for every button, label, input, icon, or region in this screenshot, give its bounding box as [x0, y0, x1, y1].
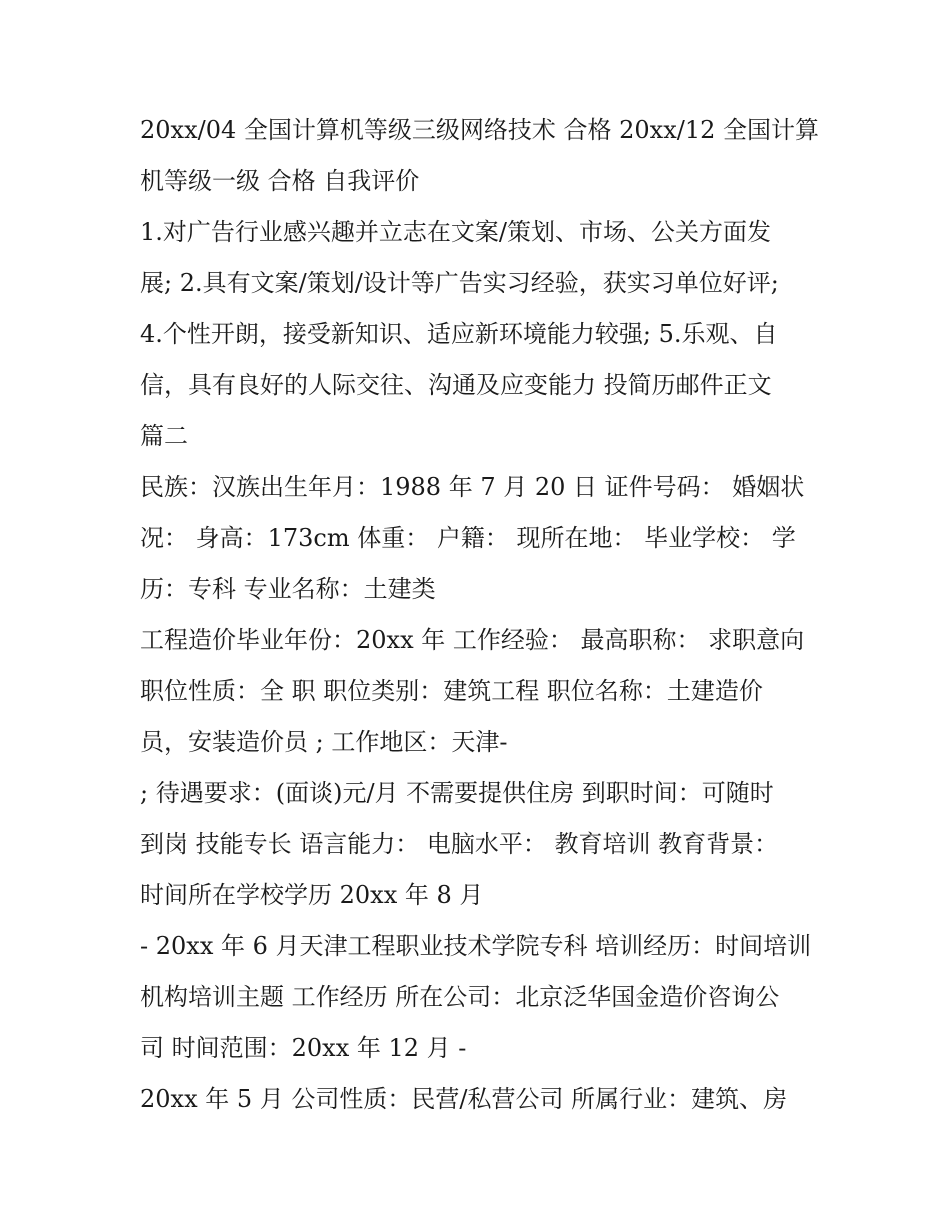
text-line: 20xx 年 5 月 公司性质：民营/私营公司 所属行业：建筑、房: [140, 1085, 788, 1113]
text-line: 司 时间范围：20xx 年 12 月 -: [140, 1034, 467, 1062]
text-line: ; 待遇要求：(面谈)元/月 不需要提供住房 到职时间：可随时: [140, 779, 774, 807]
document-body: [140, 105, 820, 1125]
text-line: 1.对广告行业感兴趣并立志在文案/策划、市场、公关方面发: [140, 218, 771, 246]
text-line: 机构培训主题 工作经历 所在公司：北京泛华国金造价咨询公: [140, 983, 780, 1011]
text-line: 信，具有良好的人际交往、沟通及应变能力 投简历邮件正文: [140, 371, 772, 399]
text-line: 工程造价毕业年份：20xx 年 工作经验： 最高职称： 求职意向: [140, 626, 805, 654]
text-line: 历：专科 专业名称：土建类: [140, 575, 436, 603]
text-line: 机等级一级 合格 自我评价: [140, 167, 420, 195]
text-line: 职位性质：全 职 职位类别：建筑工程 职位名称：土建造价: [140, 677, 763, 705]
text-line: 4.个性开朗，接受新知识、适应新环境能力较强; 5.乐观、自: [140, 320, 778, 348]
section-heading: 篇二: [140, 422, 188, 450]
text-line: 员，安装造价员 ; 工作地区：天津-: [140, 728, 508, 756]
text-line: 展; 2.具有文案/策划/设计等广告实习经验，获实习单位好评;: [140, 269, 779, 297]
text-line: 到岗 技能专长 语言能力： 电脑水平： 教育培训 教育背景：: [140, 830, 779, 858]
text-line: - 20xx 年 6 月天津工程职业技术学院专科 培训经历：时间培训: [140, 932, 812, 960]
text-line: 民族：汉族出生年月：1988 年 7 月 20 日 证件号码： 婚姻状: [140, 473, 805, 501]
text-line: 时间所在学校学历 20xx 年 8 月: [140, 881, 484, 909]
text-line: 况： 身高：173cm 体重： 户籍： 现所在地： 毕业学校： 学: [140, 524, 796, 552]
text-line: 20xx/04 全国计算机等级三级网络技术 合格 20xx/12 全国计算: [140, 116, 819, 144]
